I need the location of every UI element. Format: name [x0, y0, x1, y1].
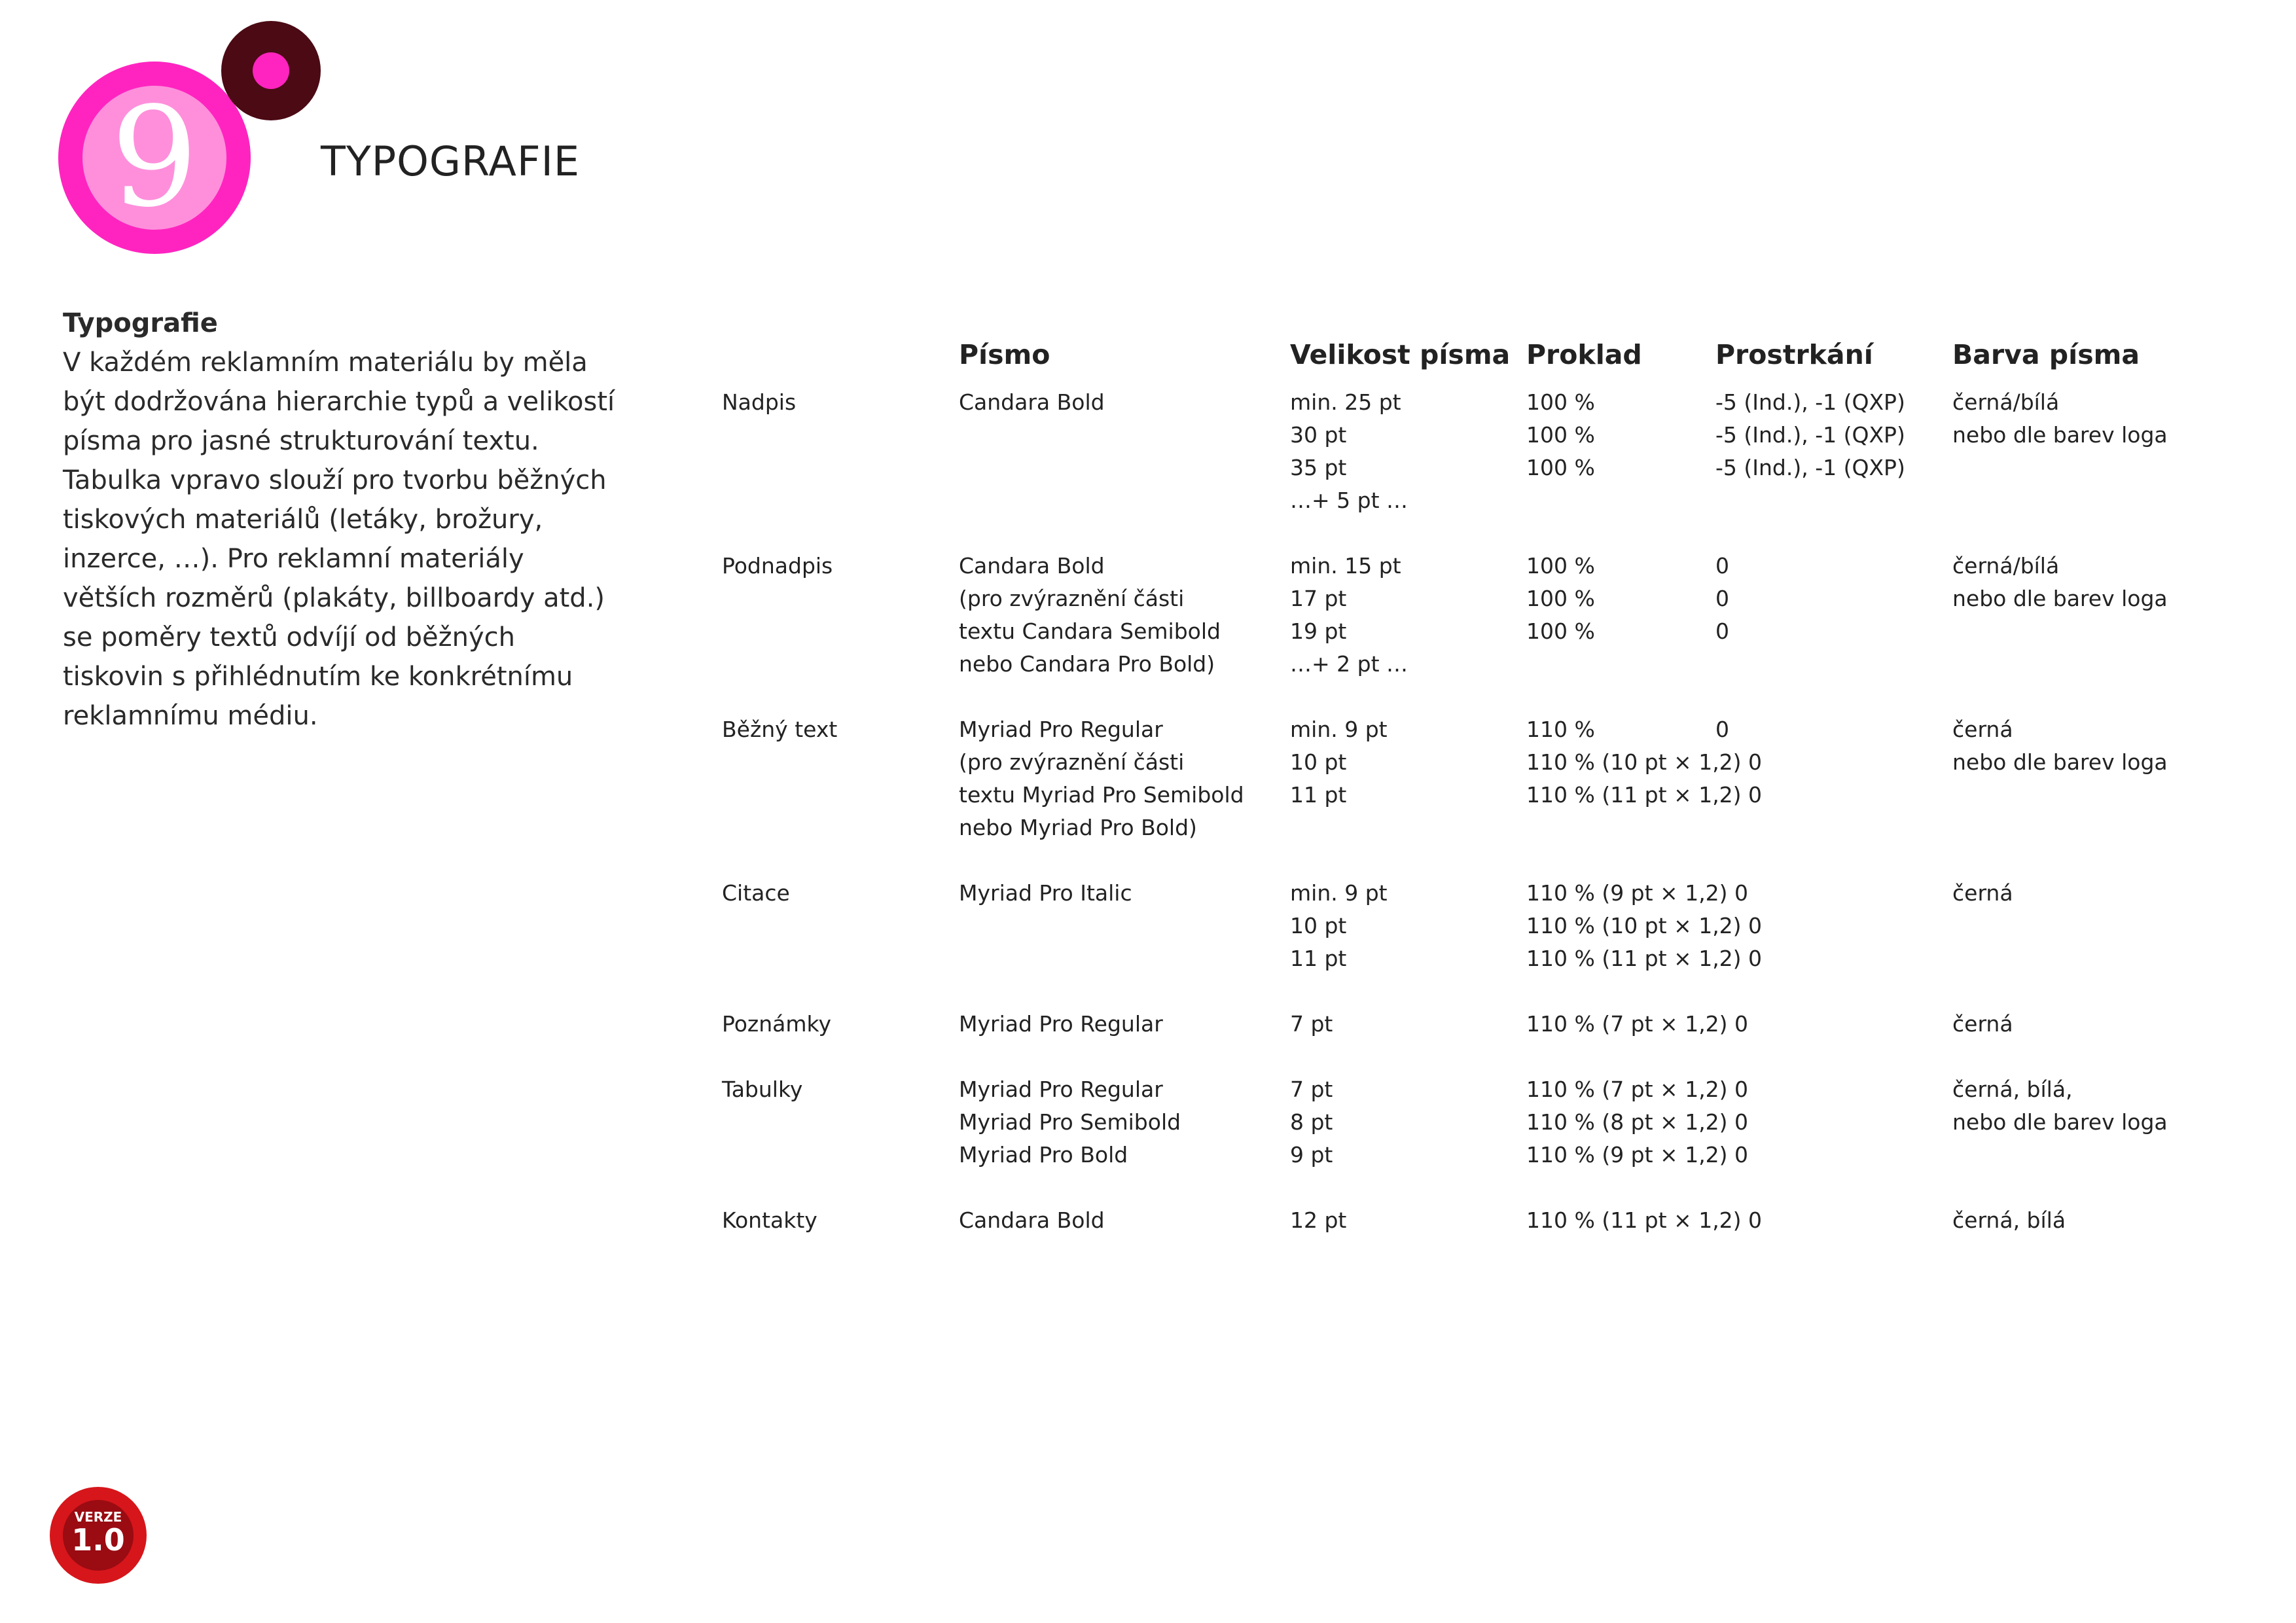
font-cell-line: nebo Myriad Pro Bold): [959, 815, 1197, 840]
size-cell-line: min. 15 pt: [1290, 553, 1401, 579]
font-cell: [959, 550, 1221, 681]
size-cell: [1290, 877, 1388, 975]
intro-line: být dodržována hierarchie typů a velikostí: [63, 387, 615, 417]
size-cell-line: …+ 2 pt …: [1290, 651, 1408, 677]
size-cell: [1290, 550, 1408, 681]
color-cell-line: nebo dle barev loga: [1952, 1109, 2168, 1135]
intro-line: větších rozměrů (plakáty, billboardy atd.): [63, 583, 605, 613]
size-cell-line: 7 pt: [1290, 1077, 1333, 1102]
leading-cell-line: 100 %: [1526, 586, 1595, 611]
size-cell-line: 35 pt: [1290, 455, 1347, 480]
size-cell-line: 30 pt: [1290, 422, 1347, 448]
font-cell: [959, 1008, 1163, 1041]
row-label-line: Citace: [722, 880, 790, 906]
leading-cell: [1526, 550, 1595, 648]
color-cell-line: nebo dle barev loga: [1952, 586, 2168, 611]
color-cell-line: nebo dle barev loga: [1952, 422, 2168, 448]
header-font: Písmo: [959, 339, 1050, 370]
row-label-line: Poznámky: [722, 1011, 831, 1037]
color-cell: [1952, 877, 2013, 910]
color-cell: [1952, 386, 2168, 452]
chapter-number: 9: [111, 77, 198, 238]
font-cell: [959, 386, 1105, 419]
color-cell: [1952, 1008, 2013, 1041]
leading-cell-line: 110 % (11 pt × 1,2) 0: [1526, 946, 1763, 971]
row-label: [722, 713, 837, 746]
row-label-line: Tabulky: [722, 1077, 803, 1102]
font-cell-line: Candara Bold: [959, 389, 1105, 415]
intro-section: [63, 304, 632, 736]
page-title: TYPOGRAFIE: [321, 137, 581, 185]
font-cell-line: textu Candara Semibold: [959, 618, 1221, 644]
color-cell-line: černá/bílá: [1952, 389, 2060, 415]
intro-line: inzerce, …). Pro reklamní materiály: [63, 544, 524, 574]
font-cell-line: textu Myriad Pro Semibold: [959, 782, 1244, 808]
version-label: VERZE: [74, 1509, 122, 1525]
intro-line: V každém reklamním materiálu by měla: [63, 348, 588, 378]
leading-cell-line: 110 % (11 pt × 1,2) 0: [1526, 1207, 1763, 1233]
header-leading: Proklad: [1526, 339, 1642, 370]
color-cell-line: černá: [1952, 717, 2013, 742]
color-cell-line: černá: [1952, 880, 2013, 906]
leading-cell: [1526, 1204, 1762, 1237]
row-label-line: Podnadpis: [722, 553, 833, 579]
tracking-cell-line: 0: [1715, 553, 1729, 579]
size-cell-line: 11 pt: [1290, 946, 1347, 971]
font-cell-line: Myriad Pro Italic: [959, 880, 1132, 906]
leading-cell: [1526, 877, 1762, 975]
size-cell-line: min. 9 pt: [1290, 717, 1388, 742]
intro-line: tiskovin s přihlédnutím ke konkrétnímu: [63, 662, 573, 692]
font-cell-line: (pro zvýraznění části: [959, 749, 1185, 775]
tracking-cell: [1715, 386, 1905, 484]
size-cell-line: 9 pt: [1290, 1142, 1333, 1168]
size-cell-line: min. 25 pt: [1290, 389, 1401, 415]
size-cell: [1290, 713, 1388, 812]
tracking-cell-line: -5 (Ind.), -1 (QXP): [1715, 389, 1905, 415]
size-cell-line: 19 pt: [1290, 618, 1347, 644]
row-label: [722, 1073, 802, 1106]
intro-line: písma pro jasné strukturování textu.: [63, 426, 539, 456]
font-cell: [959, 1204, 1105, 1237]
font-cell-line: Candara Bold: [959, 553, 1105, 579]
leading-cell-line: 110 % (7 pt × 1,2) 0: [1526, 1077, 1749, 1102]
tracking-cell-line: 0: [1715, 586, 1729, 611]
color-cell: [1952, 713, 2168, 779]
color-cell-line: nebo dle barev loga: [1952, 749, 2168, 775]
font-cell-line: Candara Bold: [959, 1207, 1105, 1233]
leading-cell-line: 110 % (10 pt × 1,2) 0: [1526, 749, 1763, 775]
leading-cell: [1526, 1008, 1748, 1041]
color-cell: [1952, 1204, 2066, 1237]
size-cell: [1290, 1008, 1333, 1041]
tracking-cell-line: -5 (Ind.), -1 (QXP): [1715, 422, 1905, 448]
size-cell: [1290, 1073, 1333, 1171]
size-cell-line: 7 pt: [1290, 1011, 1333, 1037]
intro-line: se poměry textů odvíjí od běžných: [63, 622, 515, 652]
leading-cell-line: 100 %: [1526, 553, 1595, 579]
intro-heading: Typografie: [63, 308, 218, 338]
size-cell-line: 10 pt: [1290, 749, 1347, 775]
size-cell: [1290, 1204, 1346, 1237]
font-cell-line: Myriad Pro Regular: [959, 1011, 1163, 1037]
intro-line: reklamnímu médiu.: [63, 701, 318, 731]
intro-line: Tabulka vpravo slouží pro tvorbu běžných: [63, 465, 607, 495]
row-label: [722, 550, 833, 582]
size-cell-line: 8 pt: [1290, 1109, 1333, 1135]
size-cell-line: min. 9 pt: [1290, 880, 1388, 906]
leading-cell: [1526, 386, 1595, 484]
row-label-line: Kontakty: [722, 1207, 817, 1233]
tracking-cell-line: -5 (Ind.), -1 (QXP): [1715, 455, 1905, 480]
color-cell: [1952, 550, 2168, 615]
decorative-dot-inner: [253, 52, 289, 89]
intro-line: tiskových materiálů (letáky, brožury,: [63, 505, 543, 535]
leading-cell-line: 110 % (11 pt × 1,2) 0: [1526, 782, 1763, 808]
font-cell-line: Myriad Pro Regular: [959, 717, 1163, 742]
leading-cell-line: 110 % (7 pt × 1,2) 0: [1526, 1011, 1749, 1037]
leading-cell-line: 100 %: [1526, 422, 1595, 448]
row-label: [722, 877, 790, 910]
leading-cell-line: 110 %: [1526, 717, 1595, 742]
tracking-cell-line: 0: [1715, 618, 1729, 644]
leading-cell-line: 100 %: [1526, 389, 1595, 415]
row-label-line: Nadpis: [722, 389, 797, 415]
leading-cell-line: 110 % (9 pt × 1,2) 0: [1526, 880, 1749, 906]
tracking-cell-line: 0: [1715, 717, 1729, 742]
leading-cell-line: 110 % (10 pt × 1,2) 0: [1526, 913, 1763, 938]
tracking-cell: [1715, 550, 1729, 648]
row-label-line: Běžný text: [722, 717, 838, 742]
font-cell: [959, 713, 1244, 844]
color-cell-line: černá, bílá,: [1952, 1077, 2073, 1102]
row-label: [722, 1008, 831, 1041]
size-cell-line: 10 pt: [1290, 913, 1347, 938]
font-cell-line: Myriad Pro Semibold: [959, 1109, 1181, 1135]
row-label: [722, 1204, 817, 1237]
font-cell-line: (pro zvýraznění části: [959, 586, 1185, 611]
font-cell-line: Myriad Pro Bold: [959, 1142, 1128, 1168]
leading-cell-line: 110 % (8 pt × 1,2) 0: [1526, 1109, 1749, 1135]
font-cell-line: Myriad Pro Regular: [959, 1077, 1163, 1102]
color-cell-line: černá/bílá: [1952, 553, 2060, 579]
leading-cell-line: 100 %: [1526, 455, 1595, 480]
color-cell: [1952, 1073, 2168, 1139]
size-cell-line: …+ 5 pt …: [1290, 488, 1408, 513]
row-label: [722, 386, 796, 419]
color-cell-line: černá, bílá: [1952, 1207, 2066, 1233]
tracking-cell: [1715, 713, 1729, 746]
font-cell-line: nebo Candara Pro Bold): [959, 651, 1215, 677]
header-color: Barva písma: [1952, 339, 2140, 370]
leading-cell-line: 100 %: [1526, 618, 1595, 644]
leading-cell-line: 110 % (9 pt × 1,2) 0: [1526, 1142, 1749, 1168]
color-cell-line: černá: [1952, 1011, 2013, 1037]
size-cell: [1290, 386, 1408, 517]
size-cell-line: 17 pt: [1290, 586, 1347, 611]
version-number: 1.0: [71, 1522, 125, 1558]
font-cell: [959, 877, 1132, 910]
header-tracking: Prostrkání: [1715, 339, 1873, 370]
header-size: Velikost písma: [1290, 339, 1511, 370]
font-cell: [959, 1073, 1181, 1171]
leading-cell: [1526, 1073, 1748, 1171]
size-cell-line: 12 pt: [1290, 1207, 1347, 1233]
size-cell-line: 11 pt: [1290, 782, 1347, 808]
